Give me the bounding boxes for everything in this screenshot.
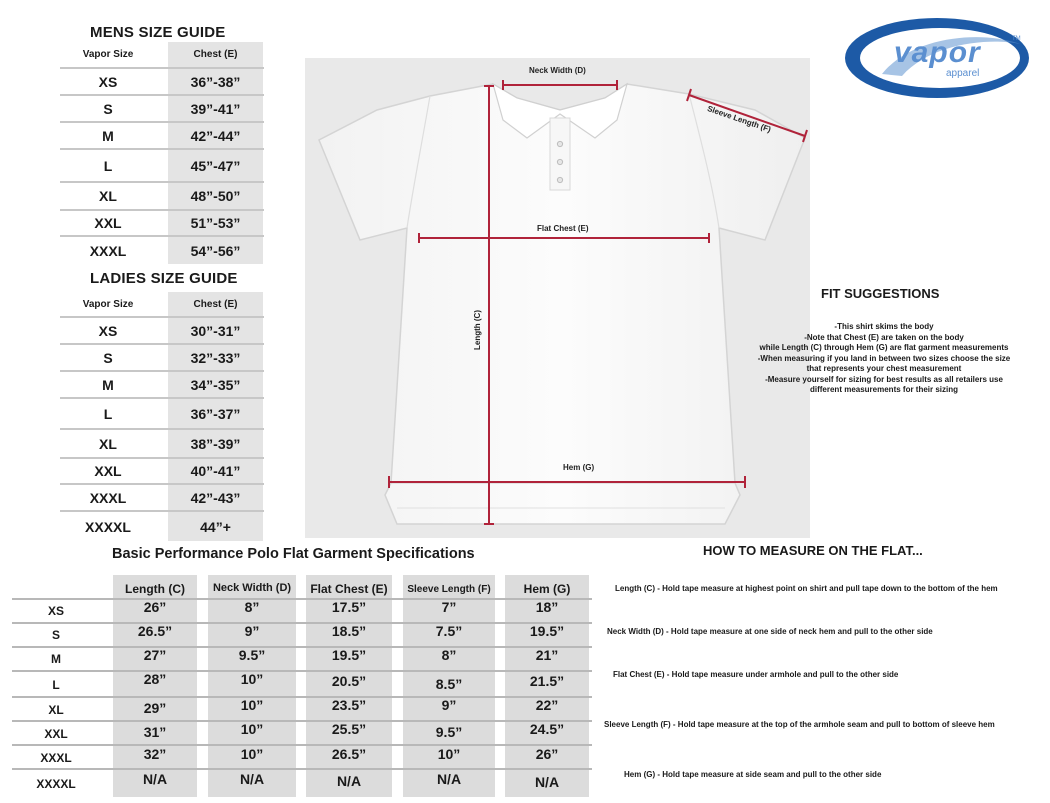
fit-line: -When measuring if you land in between two sizes choose the size: [757, 353, 1011, 363]
ladies-header-row: [60, 292, 264, 318]
mens-size: XXL: [94, 215, 122, 231]
spec-value: 10”: [240, 721, 264, 737]
how-to-item: Neck Width (D) - Hold tape measure at one side of neck hem and pull to the other side: [607, 627, 933, 636]
spec-size-label: XXXL: [40, 751, 72, 765]
ladies-chest: 34”-35”: [168, 372, 263, 397]
ladies-size: XXXXL: [85, 518, 131, 535]
spec-value: 20.5”: [331, 673, 367, 689]
polo-shirt-photo: [305, 58, 810, 538]
mens-header-chest: Chest (E): [168, 42, 263, 67]
mens-chest: 39”-41”: [168, 96, 263, 121]
mens-chest: 51”-53”: [168, 211, 263, 235]
spec-value: 26”: [535, 746, 559, 762]
mens-size: XS: [98, 73, 118, 90]
logo-brand: vapor: [894, 36, 981, 69]
spec-size-label: XS: [47, 604, 64, 618]
spec-value: 9”: [244, 623, 260, 639]
spec-value: 22”: [535, 697, 559, 713]
spec-value: 7.5”: [435, 623, 463, 639]
how-to-measure-title: HOW TO MEASURE ON THE FLAT...: [703, 543, 923, 558]
spec-value: N/A: [336, 773, 362, 789]
mens-chest: 42”-44”: [168, 123, 263, 148]
spec-value: 19.5”: [331, 647, 367, 663]
ladies-row: [60, 345, 264, 372]
ladies-row: [60, 318, 264, 345]
mens-chest: 54”-56”: [168, 237, 263, 264]
spec-value: 8”: [441, 647, 457, 663]
ladies-header-size: Vapor Size: [82, 298, 134, 310]
ladies-chest: 44”+: [168, 512, 263, 541]
spec-value: 29”: [143, 700, 167, 716]
mens-size: S: [103, 100, 113, 117]
fit-line: while Length (C) through Hem (G) are flat garment measurements: [759, 343, 1009, 352]
spec-value: N/A: [436, 771, 462, 787]
ladies-row: [60, 372, 264, 399]
length-label: Length (C): [473, 310, 482, 350]
spec-value: 18.5”: [331, 623, 367, 639]
spec-size-label: S: [51, 628, 60, 642]
spec-value: 18”: [535, 599, 559, 615]
spec-col-header: Sleeve Length (F): [407, 584, 491, 595]
ladies-header-chest: Chest (E): [168, 292, 263, 316]
spec-size-label: XL: [48, 703, 64, 717]
mens-row: [60, 69, 264, 96]
spec-value: 21”: [535, 647, 559, 663]
mens-chest: 45”-47”: [168, 150, 263, 181]
ladies-size: XS: [98, 322, 118, 339]
sleeve-length-label: Sleeve Length (F): [706, 104, 773, 135]
spec-value: N/A: [534, 774, 560, 790]
mens-size: M: [102, 127, 114, 144]
ladies-size: XXXL: [89, 489, 127, 506]
spec-value: 9.5”: [435, 724, 463, 740]
mens-row: [60, 123, 264, 150]
spec-value: N/A: [239, 771, 265, 787]
fit-line: that represents your chest measurement: [806, 364, 962, 373]
ladies-size-table: [60, 292, 264, 541]
specs-title: Basic Performance Polo Flat Garment Specifications: [112, 546, 475, 562]
mens-row: [60, 237, 264, 264]
ladies-row: [60, 512, 264, 541]
mens-size: XL: [99, 188, 117, 204]
spec-value: 26.5”: [137, 623, 173, 639]
fit-line: -Measure yourself for sizing for best results as all retailers use: [765, 374, 1003, 384]
mens-size: XXXL: [89, 242, 127, 259]
mens-header-size: Vapor Size: [82, 49, 134, 60]
flat-chest-label: Flat Chest (E): [537, 224, 589, 233]
how-to-item: Sleeve Length (F) - Hold tape measure at the top of the armhole seam and pull to bottom of sleeve hem: [604, 720, 995, 729]
spec-value: 9”: [441, 697, 457, 713]
vapor-apparel-logo: [842, 14, 1032, 100]
ladies-chest: 42”-43”: [168, 485, 263, 510]
mens-chest: 36”-38”: [168, 69, 263, 94]
ladies-chest: 32”-33”: [168, 345, 263, 370]
ladies-chest: 40”-41”: [168, 459, 263, 483]
spec-value: 24.5”: [529, 721, 565, 737]
fit-line: -Note that Chest (E) are taken on the body: [804, 332, 964, 342]
mens-row: [60, 211, 264, 237]
spec-value: 8.5”: [435, 676, 463, 692]
spec-value: 7”: [441, 599, 457, 615]
logo-tm: TM: [1012, 36, 1021, 42]
spec-value: 17.5”: [331, 599, 367, 615]
spec-row-divider: [12, 768, 592, 770]
ladies-size: XXL: [94, 463, 122, 479]
spec-value: 26”: [143, 599, 167, 615]
how-to-item: Flat Chest (E) - Hold tape measure under armhole and pull to the other side: [613, 670, 899, 679]
ladies-row: [60, 485, 264, 512]
fit-line: different measurements for their sizing: [809, 385, 959, 394]
ladies-chest: 36”-37”: [168, 399, 263, 428]
neck-width-label: Neck Width (D): [529, 66, 586, 75]
ladies-size: L: [103, 405, 113, 422]
mens-chest: 48”-50”: [168, 183, 263, 209]
spec-col-header: Hem (G): [523, 582, 571, 596]
mens-header-row: [60, 42, 264, 69]
mens-row: [60, 150, 264, 183]
spec-value: 19.5”: [529, 623, 565, 639]
mens-size-table: [60, 42, 264, 264]
hem-label: Hem (G): [563, 463, 595, 472]
mens-row: [60, 96, 264, 123]
spec-value: 9.5”: [238, 647, 266, 663]
spec-row-divider: [12, 670, 592, 672]
spec-value: 10”: [240, 671, 264, 687]
spec-value: 28”: [143, 671, 167, 687]
spec-value: 27”: [143, 647, 167, 663]
spec-value: 26.5”: [331, 746, 367, 762]
spec-col-header: Neck Width (D): [212, 582, 292, 594]
spec-value: 10”: [240, 746, 264, 762]
spec-value: 25.5”: [331, 721, 367, 737]
how-to-item: Length (C) - Hold tape measure at highest point on shirt and pull tape down to the bottom of the hem: [615, 584, 998, 593]
mens-guide-title: MENS SIZE GUIDE: [90, 24, 226, 41]
spec-value: 21.5”: [529, 673, 565, 689]
spec-col-header: Flat Chest (E): [310, 582, 388, 596]
spec-value: 32”: [143, 746, 167, 762]
mens-size: L: [103, 157, 113, 174]
spec-value: 8”: [244, 599, 260, 615]
mens-row: [60, 183, 264, 211]
spec-size-label: XXXXL: [36, 777, 76, 791]
spec-size-label: M: [51, 652, 61, 666]
spec-value: 23.5”: [331, 697, 367, 713]
ladies-chest: 38”-39”: [168, 430, 263, 457]
fit-line: -This shirt skims the body: [834, 322, 934, 331]
spec-value: N/A: [142, 771, 168, 787]
spec-size-label: XXL: [44, 727, 68, 741]
spec-value: 10”: [437, 746, 461, 762]
ladies-guide-title: LADIES SIZE GUIDE: [90, 270, 238, 287]
ladies-row: [60, 399, 264, 430]
spec-col-header: Length (C): [125, 582, 185, 596]
ladies-size: S: [103, 349, 113, 366]
spec-value: 10”: [240, 697, 264, 713]
logo-sub: apparel: [946, 68, 980, 79]
ladies-row: [60, 430, 264, 459]
ladies-size: M: [102, 376, 114, 393]
spec-value: 31”: [143, 724, 167, 740]
spec-size-label: L: [52, 678, 60, 692]
fit-suggestions-text: [738, 322, 1030, 396]
ladies-chest: 30”-31”: [168, 318, 263, 343]
ladies-size: XL: [99, 435, 117, 452]
fit-suggestions-title: FIT SUGGESTIONS: [821, 286, 940, 301]
how-to-item: Hem (G) - Hold tape measure at side seam and pull to the other side: [624, 770, 882, 779]
ladies-row: [60, 459, 264, 485]
polo-shirt-illustration: [305, 58, 810, 538]
